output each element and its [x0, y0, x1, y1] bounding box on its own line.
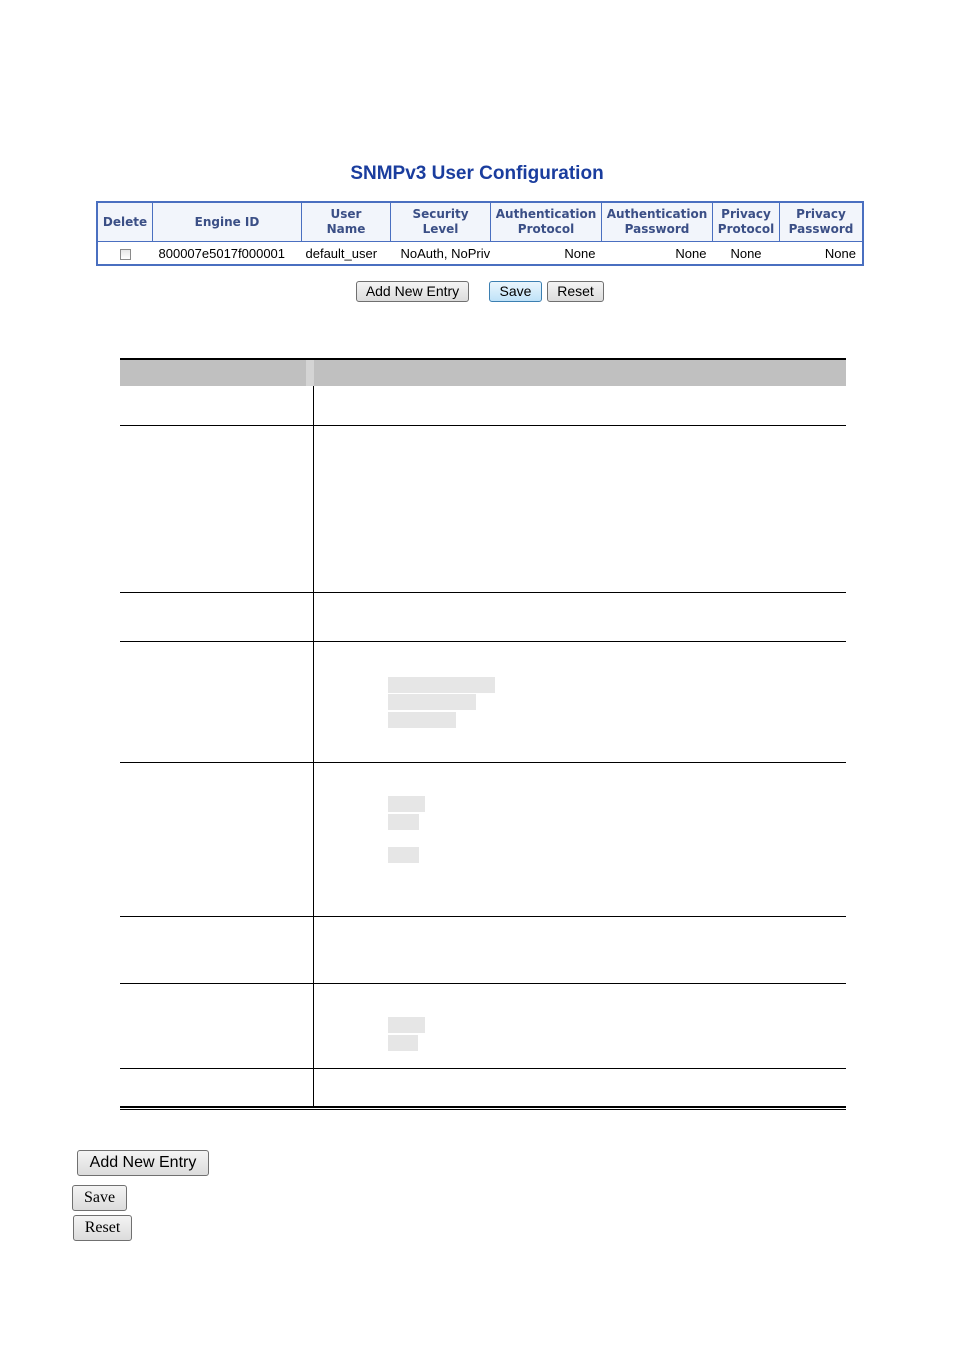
page-title: SNMPv3 User Configuration [350, 163, 604, 184]
highlight-bar [388, 847, 419, 863]
col-auth-password: Authentication Password [602, 202, 713, 242]
legend-add-new-entry-button[interactable]: Add New Entry [77, 1150, 209, 1176]
highlight-bar [388, 694, 476, 710]
description-column-divider [313, 386, 314, 1108]
row-divider [120, 1068, 846, 1069]
col-delete: Delete [97, 202, 153, 242]
row-divider [120, 425, 846, 426]
snmpv3-user-table [96, 201, 864, 266]
delete-cell [97, 242, 153, 266]
legend-reset-button[interactable]: Reset [73, 1215, 132, 1241]
row-divider [120, 641, 846, 642]
col-priv-protocol: Privacy Protocol [713, 202, 780, 242]
highlight-bar [388, 1017, 425, 1033]
reset-button[interactable]: Reset [547, 281, 604, 302]
highlight-bar [388, 796, 425, 812]
table-row [97, 242, 863, 266]
priv-protocol-cell: None [730, 245, 762, 261]
description-table-header [120, 358, 846, 386]
col-priv-password: Privacy Password [780, 202, 864, 242]
security-level-cell: NoAuth, NoPriv [400, 245, 491, 261]
row-divider [120, 983, 846, 984]
description-table-bottom [120, 1106, 846, 1110]
col-user-name: User Name [302, 202, 391, 242]
legend-save-button[interactable]: Save [72, 1185, 127, 1211]
highlight-bar [388, 814, 419, 830]
auth-password-cell: None [675, 245, 707, 261]
add-new-entry-button[interactable]: Add New Entry [356, 281, 469, 302]
row-divider [120, 762, 846, 763]
row-divider [120, 916, 846, 917]
col-security-level: Security Level [391, 202, 491, 242]
col-engine-id: Engine ID [153, 202, 302, 242]
highlight-bar [388, 677, 495, 693]
highlight-bar [388, 1035, 418, 1051]
table-header-row [97, 202, 863, 242]
engine-id-cell: 800007e5017f000001 [158, 245, 286, 261]
row-divider [120, 592, 846, 593]
priv-password-cell: None [824, 245, 856, 261]
delete-checkbox[interactable] [120, 249, 131, 260]
auth-protocol-cell: None [564, 245, 596, 261]
user-name-cell: default_user [305, 245, 378, 261]
highlight-bar [388, 712, 456, 728]
col-auth-protocol: Authentication Protocol [491, 202, 602, 242]
save-button[interactable]: Save [489, 281, 542, 302]
